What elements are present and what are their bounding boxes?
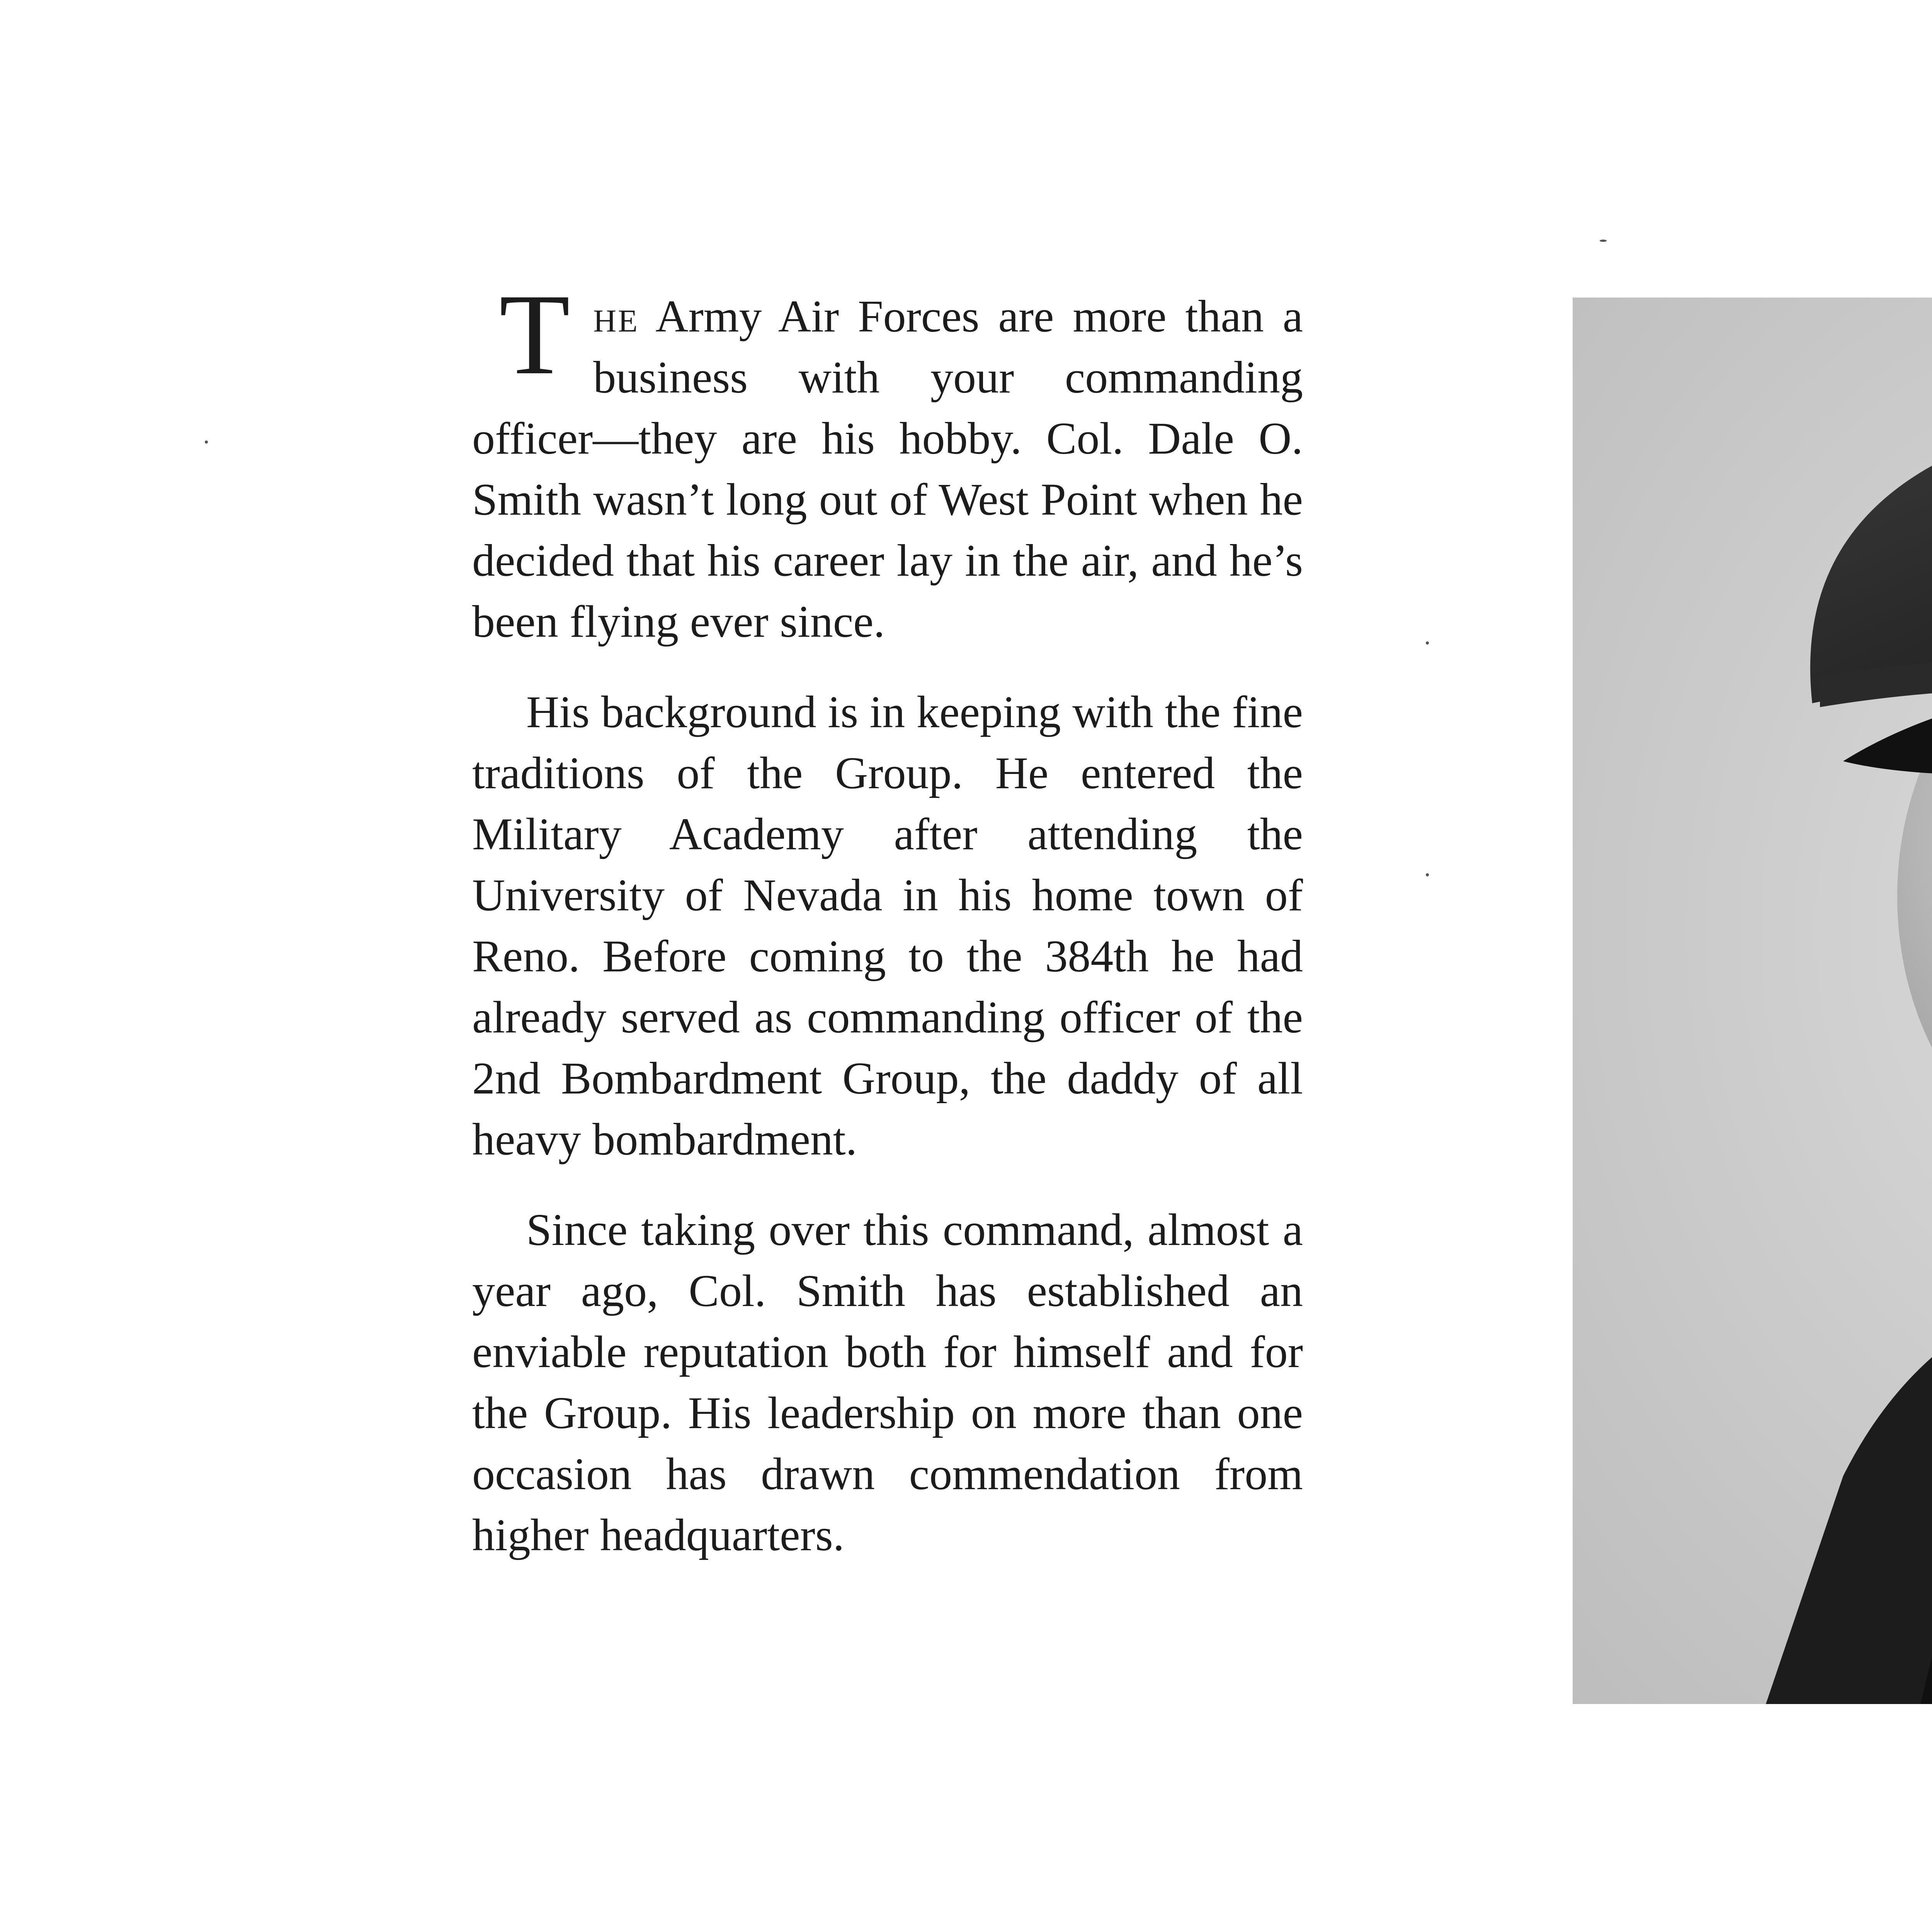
scan-speck <box>1426 641 1429 645</box>
scan-speck <box>1426 873 1429 876</box>
paragraph-1 <box>472 270 1303 652</box>
paragraph-2: His background is in keeping with the fine traditions of the Group. He entered the Military Academy after attending the University of Nevada in his home town of Reno. Before coming to the 384th he had already served as commanding officer of the 2nd Bombardment Group, the daddy of all heavy bombardment. <box>472 687 1303 1165</box>
officer-portrait-photo <box>1573 298 1932 1704</box>
article-text-column <box>472 270 1303 1595</box>
paragraph-1-text: Army Air Forces are more than a business with your commanding officer—they are his hobby. Col. Dale O. Smith wasn’t long out of West Point when he decided that his career lay in the air, and he’s been flying ever since. <box>472 291 1303 647</box>
scan-speck <box>205 440 208 444</box>
lead-small-caps: he <box>593 291 639 342</box>
paragraph-3: Since taking over this command, almost a year ago, Col. Smith has established an enviable reputation both for himself and for the Group. His leadership on more than one occasion has drawn commendation from higher headquarters. <box>472 1204 1303 1560</box>
drop-cap: T <box>499 270 570 398</box>
scan-speck <box>1600 240 1607 242</box>
portrait-illustration <box>1573 298 1932 1704</box>
